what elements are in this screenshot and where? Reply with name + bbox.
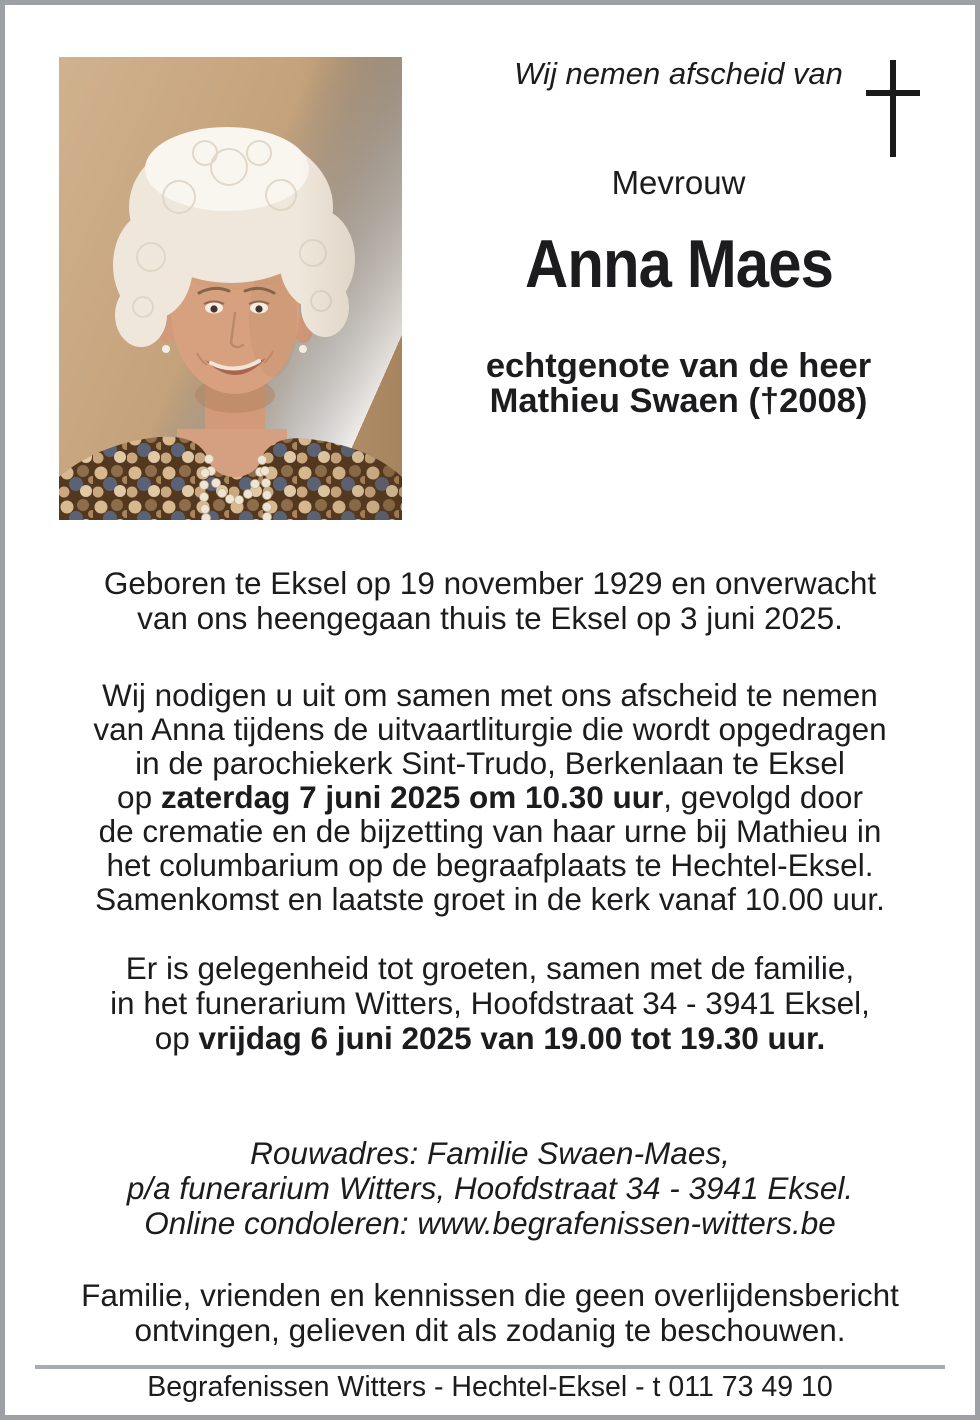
deceased-name <box>402 228 955 300</box>
paragraph-line: p/a funerarium Witters, Hoofdstraat 34 - 3941 Eksel. <box>126 1170 854 1206</box>
paragraph <box>30 678 950 916</box>
spouse-line-1: echtgenote van de heer <box>485 347 872 385</box>
paragraph <box>30 566 950 636</box>
latin-cross-icon <box>866 60 920 157</box>
spouse-lines <box>402 349 955 419</box>
paragraph-line: de crematie en de bijzetting van haar urne bij Mathieu in <box>98 813 882 849</box>
paragraph-line: op vrijdag 6 juni 2025 van 19.00 tot 19.30 uur. <box>154 1020 826 1056</box>
deceased-name-text: Anna Maes <box>524 226 833 302</box>
paragraph-line: Online condoleren: www.begrafenissen-witters.be <box>144 1205 836 1241</box>
paragraph-line: Samenkomst en laatste groet in de kerk vanaf 10.00 uur. <box>95 881 885 917</box>
footer-undertaker-line: Begrafenissen Witters - Hechtel-Eksel - t 011 73 49 10 <box>147 1371 833 1403</box>
portrait-photo <box>59 57 402 520</box>
spouse-line-2: Mathieu Swaen (†2008) <box>489 382 868 420</box>
intro-line: Wij nemen afscheid van <box>514 56 843 91</box>
paragraph-line: in de parochiekerk Sint-Trudo, Berkenlaan te Eksel <box>135 745 845 781</box>
paragraph-line: Er is gelegenheid tot groeten, samen met de familie, <box>125 950 855 986</box>
paragraph-line: in het funerarium Witters, Hoofdstraat 34 - 3941 Eksel, <box>110 985 870 1021</box>
salutation: Mevrouw <box>611 164 746 201</box>
paragraph-line: het columbarium op de begraafplaats te Hechtel-Eksel. <box>106 847 874 883</box>
paragraph-line: van ons heengegaan thuis te Eksel op 3 juni 2025. <box>137 600 843 636</box>
paragraph <box>30 1278 950 1348</box>
portrait-illustration <box>59 57 402 520</box>
paragraph-line: Geboren te Eksel op 19 november 1929 en onverwacht <box>103 565 877 601</box>
paragraph-line: Wij nodigen u uit om samen met ons afscheid te nemen <box>102 677 878 713</box>
paragraph-line: Rouwadres: Familie Swaen-Maes, <box>250 1135 730 1171</box>
paragraph <box>30 1136 950 1241</box>
divider-rule <box>35 1365 945 1369</box>
paragraph-line: van Anna tijdens de uitvaartliturgie die wordt opgedragen <box>93 711 887 747</box>
paragraph <box>30 951 950 1056</box>
paragraph-line: op zaterdag 7 juni 2025 om 10.30 uur, gevolgd door <box>117 779 863 815</box>
paragraph-line: Familie, vrienden en kennissen die geen overlijdensbericht <box>81 1277 899 1313</box>
paragraph-line: ontvingen, gelieven dit als zodanig te beschouwen. <box>134 1312 846 1348</box>
